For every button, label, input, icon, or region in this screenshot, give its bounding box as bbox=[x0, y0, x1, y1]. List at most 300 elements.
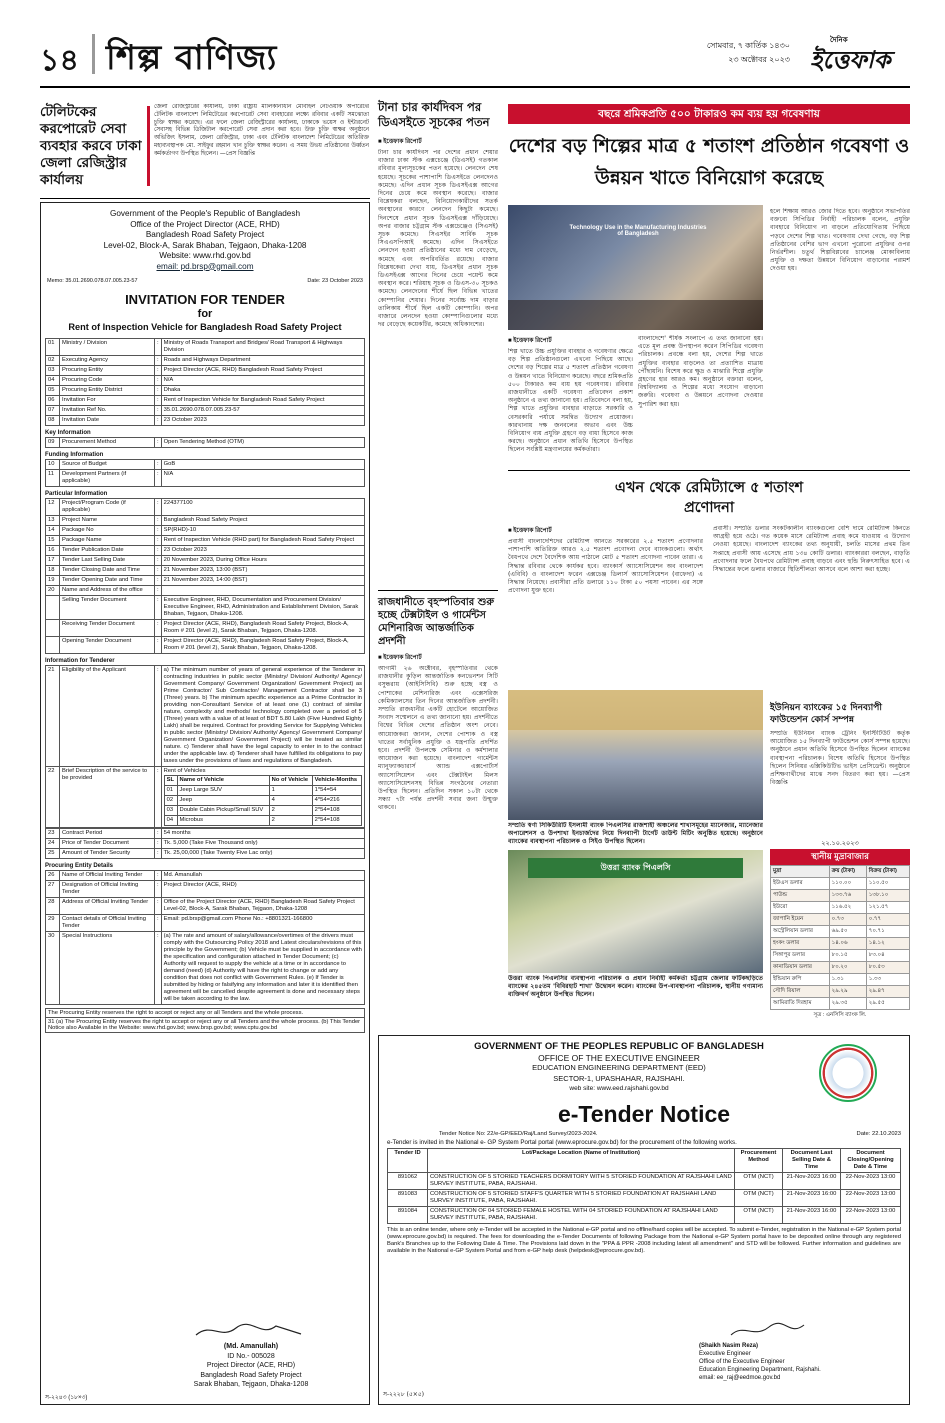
table-cell: : bbox=[155, 499, 162, 516]
table-cell: 16 bbox=[46, 546, 60, 556]
rates-header-cell: ক্রয় (টাকা) bbox=[829, 866, 866, 878]
table-cell: N/A bbox=[161, 470, 364, 487]
table-cell: : bbox=[155, 881, 162, 898]
table-cell: : bbox=[155, 576, 162, 586]
rates-cell: ১৩৮.১০ bbox=[866, 890, 909, 902]
notice-number: Tender Notice No: 22/e-GP/EED/Raj/Land Survey/2023-2024. bbox=[439, 1130, 598, 1137]
table-row bbox=[388, 1206, 901, 1223]
signature-scribble bbox=[191, 1320, 311, 1342]
story-body: টানা চার কার্যদিবস পর দেশের প্রধান শেয়ার বাজার ঢাকা স্টক এক্সচেঞ্জে (ডিএসই) গতকাল রবিবার মূল্যসূচকের পতন হয়েছে। লেনদেন শেষ হয়েছে। সূচকের পাশাপাশি ডিএসইতে লেনদেনও কমেছে। এদিন প্রধান সূচক ডিএসইএক্স আগের দিনের চেয়ে কমে অবস্থান করেছে। বাজার বিশ্লেষকরা বলছেন, বিনিয়োগকারীদের সতর্ক অবস্থানের কারণে লেনদেন কিছুটা কমেছে। দিনশেষে প্রধান সূচক ডিএসইএক্স দাঁড়িয়েছে। অপর বাজার চট্টগ্রাম স্টক এক্সচেঞ্জেও (সিএসই) সূচক কমেছে। সিএসইর সার্বিক সূচক সিএএসপিআই কমেছে। এদিন সিএসইতে লেনদেন হওয়া প্রতিষ্ঠানের মধ্যে দাম বেড়েছে, কমেছে এবং অপরিবর্তিত রয়েছে। বাজার বিশ্লেষকেরা দেখা যায়, ডিএসইর প্রধান সূচক ডিএসইএক্স আগের দিনের চেয়ে পয়েন্ট কমে অবস্থান করে। শরিয়াহ সূচক ও ডিএস-৩০ সূচকও কমেছে। লেনদেনের শীর্ষে ছিল বিভিন্ন খাতের কোম্পানির শেয়ার। দিনের সর্বোচ্চ দাম বাড়ার তালিকায় শীর্ষে ছিল একটি কোম্পানি। অপর বাজারে লেনদেন হওয়া কোম্পানিগুলোর মধ্যে দর বেড়েছে কয়েকটির, কমেছে অধিকাংশের। bbox=[378, 149, 498, 329]
table-row bbox=[46, 516, 365, 526]
story-union-bank bbox=[770, 702, 910, 840]
table-cell: 01 bbox=[46, 339, 60, 356]
signatory-title: Project Director (ACE, RHD) bbox=[206, 1362, 296, 1369]
story-body: সম্প্রতি ইউনিয়ন ব্যাংক ট্রেনিং ইনস্টিটিউট কর্তৃক আয়োজিত ১৫ দিনব্যাপী ফাউন্ডেশন কোর্স সম্পন্ন হয়েছে। অনুষ্ঠানে প্রধান অতিথি হিসেবে উপস্থিত ছিলেন ব্যাংকের ব্যবস্থাপনা পরিচালক। বিশেষ অতিথি হিসেবে উপস্থিত ছিলেন সিনিয়র এক্সিকিউটিভ ভাইস প্রেসিডেন্ট। অনুষ্ঠানে প্রশিক্ষণার্থীদের মাঝে সনদ বিতরণ করা হয়। —প্রেস বিজ্ঞপ্তি bbox=[770, 730, 910, 787]
notice-date: Date: 22.10.2023 bbox=[856, 1130, 901, 1137]
etender-table bbox=[387, 1148, 901, 1224]
section-heading: Procuring Entity Details bbox=[45, 863, 114, 869]
table-cell: Jeep Large SUV bbox=[177, 786, 269, 796]
eed-logo bbox=[819, 1044, 877, 1102]
table-cell: 2*54=108 bbox=[312, 816, 361, 826]
rates-cell: হংকং ডলার bbox=[771, 938, 830, 950]
table-cell: CONSTRUCTION OF 5 STORIED TEACHERS DORMITORY WITH 5 STORIED FOUNDATION AT RAJSHAHI LAND SURVEY INSTITUTE, PABA, RAJSHAHI. bbox=[428, 1172, 735, 1189]
table-cell: 01 bbox=[164, 786, 177, 796]
table-cell: Contact details of Official Inviting Tender bbox=[60, 915, 155, 932]
rates-cell: ৮০.৫৩ bbox=[866, 962, 909, 974]
rates-cell: ৮০.২০ bbox=[829, 962, 866, 974]
rates-cell: কানাডিয়ান ডলার bbox=[771, 962, 830, 974]
tender-table bbox=[45, 498, 365, 654]
table-cell: Source of Budget bbox=[60, 460, 155, 470]
table-cell: Tender Publication Date bbox=[60, 546, 155, 556]
table-cell: Contract Period bbox=[60, 829, 155, 839]
rates-cell: ১১৬.৫২ bbox=[829, 902, 866, 914]
table-row bbox=[46, 566, 365, 576]
table-cell: 21-Nov-2023 16:00 bbox=[783, 1189, 841, 1206]
table-cell: Name and Address of the office bbox=[60, 586, 155, 596]
table-cell: : bbox=[155, 470, 162, 487]
table-cell: N/A bbox=[161, 376, 364, 386]
table-cell: 22-Nov-2023 13:00 bbox=[841, 1172, 901, 1189]
table-row bbox=[46, 767, 365, 828]
table-row bbox=[46, 576, 365, 586]
table-header: Procurement Method bbox=[735, 1148, 783, 1172]
table-header: No of Vehicle bbox=[269, 776, 312, 786]
table-cell: 13 bbox=[46, 516, 60, 526]
table-row bbox=[46, 666, 365, 767]
table-cell: : bbox=[155, 849, 162, 859]
table-cell: Tk. 5,000 (Take Five Thousand only) bbox=[161, 839, 364, 849]
rates-cell: ০.৭৩ bbox=[829, 914, 866, 926]
dept-title: EDUCATION ENGINEERING DEPARTMENT (EED) bbox=[532, 1063, 706, 1072]
table-cell: : bbox=[155, 898, 162, 915]
section-heading: Particular Information bbox=[45, 491, 108, 497]
table-row bbox=[46, 556, 365, 566]
table-cell: Executing Agency bbox=[60, 356, 155, 366]
table-row bbox=[46, 586, 365, 596]
rates-source: সূত্র : এনসিসি ব্যাংক লি. bbox=[813, 1012, 867, 1018]
table-row bbox=[46, 536, 365, 546]
table-cell: 21 November 2023, 14:00 (BST) bbox=[161, 576, 364, 586]
rule bbox=[378, 590, 498, 591]
rates-row bbox=[771, 878, 910, 890]
story-headline: টানা চার কার্যদিবস পর ডিএসইতে সূচকের পতন bbox=[378, 100, 490, 129]
table-cell: Selling Tender Document bbox=[60, 596, 155, 620]
photo-caption-1: সম্প্রতি স্বর্ণা সিকিউরিটি ইসলামী ব্যাংক পিএলসির রাজশাহী অঞ্চলের শাখাসমূহের ম্যানেজার, ম্যানেজার অপারেশনস ও উপশাখা ইনচার্জদের নিয়ে দিনব্যাপী টার্গেট ডাউন্ট মিটিং অনুষ্ঠিত হয়েছে। অনুষ্ঠানে ব্যাংকের ব্যবস্থাপনা পরিচালক ও সিইও উপস্থিত ছিলেন। bbox=[508, 822, 763, 846]
rates-header-cell: বিক্রয় (টাকা) bbox=[866, 866, 909, 878]
table-cell: 2 bbox=[269, 816, 312, 826]
table-cell: : bbox=[155, 438, 162, 448]
table-row bbox=[46, 499, 365, 516]
footer-row-31: 31 (a) The Procuring Entity reserves the right to accept or reject any or all Tenders and the whole process. (b) This Tender Notice also Available in the Website: www.rhd.gov.bd; www.brsp.gov.bd; www.cptu.gov.bd bbox=[45, 1018, 365, 1033]
table-row bbox=[164, 796, 361, 806]
table-row bbox=[46, 386, 365, 396]
table-cell: Project Director (ACE, RHD) Bangladesh Road Safety Project bbox=[161, 366, 364, 376]
story-body: জেলা রেজিস্ট্রারের কার্যালয়, ঢাকা রাষ্ট্রীয় মালিকানাধীন মোবাইল নেটওয়ার্ক অপারেটর টেলিটক বাংলাদেশ লিমিটেডের করপোরেট সেবা ব্যবহারের লক্ষ্যে রবিবার একটি সমঝোতা চুক্তি স্বাক্ষর করেছে। এর ফলে জেলা রেজিস্ট্রারের কার্যালয়, ঢাকাকে ভয়েস ও ইন্টারনেট সেবাসহ বিভিন্ন ডিজিটাল করপোরেট সেবা প্রদান করা হবে। উক্ত চুক্তি স্বাক্ষর অনুষ্ঠানে অভিজিৎ ইসলাম, জেলা রেজিস্ট্রার, ঢাকা এবং টেলিটক বাংলাদেশ লিমিটেডের অতিরিক্ত মহাব্যবস্থাপক মো. সাইফুর রহমান খান চুক্তি স্বাক্ষর করেন। এ সময় উভয় প্রতিষ্ঠানের উর্ধ্বতন কর্মকর্তাগণ উপস্থিত ছিলেন। —প্রেস বিজ্ঞপ্তি bbox=[154, 104, 369, 157]
tender-table bbox=[45, 338, 365, 426]
tender-notice-eed bbox=[378, 1035, 910, 1405]
rates-cell: ৮০.১৫ bbox=[829, 950, 866, 962]
rates-cell: ৭০.৭১ bbox=[866, 926, 909, 938]
remittance-col-1 bbox=[508, 525, 703, 688]
table-cell: Bangladesh Road Safety Project bbox=[161, 516, 364, 526]
rates-row bbox=[771, 926, 910, 938]
table-cell: 28 bbox=[46, 898, 60, 915]
table-cell: Tender Last Selling Date bbox=[60, 556, 155, 566]
byline: ■ ইত্তেফাক রিপোর্ট bbox=[508, 338, 552, 344]
rates-cell: ইউরো bbox=[771, 902, 830, 914]
table-header: Document Closing/Opening Date & Time bbox=[841, 1148, 901, 1172]
table-row bbox=[46, 416, 365, 426]
table-cell: Amount of Tender Security bbox=[60, 849, 155, 859]
website: Website: www.rhd.gov.bd bbox=[159, 251, 251, 260]
table-row bbox=[46, 396, 365, 406]
table-cell: 22-Nov-2023 13:00 bbox=[841, 1189, 901, 1206]
table-cell: 35.01.2690.078.07.005.23-57 bbox=[161, 406, 364, 416]
table-cell: 17 bbox=[46, 556, 60, 566]
rates-cell: জাপানি ইয়েন bbox=[771, 914, 830, 926]
table-cell: : bbox=[155, 839, 162, 849]
table-header: Tender ID bbox=[388, 1148, 428, 1172]
table-cell: 06 bbox=[46, 396, 60, 406]
table-header: Name of Vehicle bbox=[177, 776, 269, 786]
table-cell: : bbox=[155, 637, 162, 654]
table-cell: : bbox=[155, 366, 162, 376]
table-cell: Office of the Project Director (ACE, RHD) Bangladesh Road Safety Project Level-02, Block-A, Sarak Bhaban, Tejgaon, Dhaka-1208 bbox=[161, 898, 364, 915]
rates-cell: সৌদি রিয়াল bbox=[771, 986, 830, 998]
table-cell: Email: pd.brsp@gmail.com Phone No.: +8801321-166800 bbox=[161, 915, 364, 932]
office-address: Level-02, Block-A, Sarak Bhaban, Tejgaon, Dhaka-1208 bbox=[103, 240, 307, 250]
table-cell: 4*54=216 bbox=[312, 796, 361, 806]
table-cell: 07 bbox=[46, 406, 60, 416]
table-cell: Tk. 25,00,000 (Take Twenty Five Lac only) bbox=[161, 849, 364, 859]
footer-text: This is an online tender, where only e-Tender will be accepted in the National e-GP portal and no offline/hard copies will be accepted. To submit e-Tender, registration in the National e-GP System portal (www.eprocure.gov.bd) is required. The fees for downloading the e-Tender Documents of following Package from the National e-GP System portal have to be deposited online through any registered Bank's Branches up to the Following Date & Time. The Provisions laid down in the "PPA & PPR -2008 including latest all amendment" and STD will be followed. Further information and guidelines are available in the National e-GP System Portal and from e-GP help desk (helpdesk@eprocure.gov.bd). bbox=[387, 1226, 901, 1255]
signatory-dept: Education Engineering Department, Rajshahi. bbox=[699, 1367, 821, 1373]
rates-header-cell: মুদ্রা bbox=[771, 866, 830, 878]
tender-table-area bbox=[41, 338, 369, 1033]
table-row bbox=[164, 786, 361, 796]
table-cell: 891083 bbox=[388, 1189, 428, 1206]
byline: ■ ইত্তেফাক রিপোর্ট bbox=[378, 655, 422, 661]
table-row bbox=[388, 1189, 901, 1206]
signatory-name: (Md. Amanullah) bbox=[223, 1343, 279, 1350]
table-cell: Open Tendering Method (OTM) bbox=[161, 438, 364, 448]
rates-table bbox=[770, 865, 910, 1010]
table-cell: 22-Nov-2023 13:00 bbox=[841, 1206, 901, 1223]
table-cell: Eligibility of the Applicant bbox=[60, 666, 155, 767]
story-body: শিল্প খাতে উচ্চ প্রযুক্তির ব্যবহার ও গবেষণার ক্ষেত্রে বড় শিল্প প্রতিষ্ঠানগুলো এখনো পিছিয়ে আছে। দেশের বড় শিল্পের মাত্র ৫ শতাংশ প্রতিষ্ঠান গবেষণা ও উন্নয়ন খাতে বিনিয়োগ করেছে। বছরে শ্রমিকপ্রতি ৫০০ টাকারও কম ব্যয় হয় গবেষণায়। রবিবার রাজধানীতে একটি গবেষণা প্রতিবেদন প্রকাশ অনুষ্ঠানে এ তথ্য জানানো হয়। প্রতিবেদনে বলা হয়, শিল্প খাতে প্রযুক্তির ব্যবহার বাড়াতে সরকারি ও বেসরকারি পর্যায়ে সমন্বিত উদ্যোগ প্রয়োজন। কারখানায় দক্ষ জনবলের অভাব এবং উচ্চ বিনিয়োগ ব্যয় প্রযুক্তি গ্রহণে বড় বাধা হিসেবে কাজ করছে। অনুষ্ঠানে প্রধান অতিথি হিসেবে উপস্থিত ছিলেন সংশ্লিষ্ট মন্ত্রণালয়ের কর্মকর্তারা। bbox=[508, 348, 633, 454]
table-cell: 891062 bbox=[388, 1172, 428, 1189]
table-cell: 14 bbox=[46, 526, 60, 536]
rates-header bbox=[771, 866, 910, 878]
table-cell: 04 bbox=[164, 816, 177, 826]
table-row bbox=[46, 898, 365, 915]
table-cell: CONSTRUCTION OF 5 STORIED STAFF'S QUARTER WITH 5 STORIED FOUNDATION AT RAJSHAHI LAND SURVEY INSTITUTE, PABA, RAJSHAHI. bbox=[428, 1189, 735, 1206]
sector-address: SECTOR-1, UPASHAHAR, RAJSHAHI. bbox=[553, 1073, 685, 1083]
office-title: OFFICE OF THE EXECUTIVE ENGINEER bbox=[538, 1052, 700, 1063]
table-cell: 30 bbox=[46, 932, 60, 1005]
rates-row bbox=[771, 914, 910, 926]
table-cell: 10 bbox=[46, 460, 60, 470]
table-cell: 12 bbox=[46, 499, 60, 516]
rates-row bbox=[771, 938, 910, 950]
rates-row bbox=[771, 998, 910, 1010]
rates-cell: ১২১.৫৭ bbox=[866, 902, 909, 914]
table-cell: 22 bbox=[46, 767, 60, 828]
table-cell: Md. Amanullah bbox=[161, 871, 364, 881]
story-headline: রাজধানীতে বৃহস্পতিবার শুরু হচ্ছে টেক্সটাইল ও গার্মেন্টস মেশিনারিজ আন্তর্জাতিক প্রদর্শনী bbox=[378, 597, 495, 647]
table-cell: Address of Official Inviting Tender bbox=[60, 898, 155, 915]
story-body: প্রবাসী বাংলাদেশিদের রেমিট্যান্স আনতে সরকারের ২.৫ শতাংশ প্রণোদনার পাশাপাশি অতিরিক্ত আরও ২.৫ শতাংশ প্রণোদনা দেবে ব্যাংকগুলো। অর্থাৎ বৈধপথে দেশে বৈদেশিক আয় পাঠালে মোট ৫ শতাংশ প্রণোদনা পাবেন তারা। এ সিদ্ধান্ত রবিবার থেকে কার্যকর হবে। ব্যাংকার্স অ্যাসোসিয়েশন অব বাংলাদেশ (এবিবি) ও বাংলাদেশ ফরেন এক্সচেঞ্জ ডিলার্স অ্যাসোসিয়েশন (বাফেদা) এ সিদ্ধান্ত নিয়েছে। প্রবাসীরা প্রতি ডলারে ১১০ টাকা ৫০ পয়সা পাবেন। এর সঙ্গে প্রণোদনা যুক্ত হবে। bbox=[508, 538, 703, 595]
table-cell: : bbox=[155, 871, 162, 881]
table-cell: Executive Engineer, RHD, Documentation and Procurement Division/ Executive Engineer, RHD, Administration and Establishment Division, Sarak Bhaban, Tejgaon, Dhaka-1208. bbox=[161, 596, 364, 620]
rates-cell: ইউএস ডলার bbox=[771, 878, 830, 890]
table-cell: : bbox=[155, 767, 162, 828]
rule bbox=[40, 198, 370, 199]
table-row bbox=[388, 1172, 901, 1189]
photo-caption-2: উত্তরা ব্যাংক পিএলসির ব্যবস্থাপনা পরিচালক ও প্রধান নির্বাহী কর্মকর্তা চট্টগ্রাম জেলার ফটিকছড়িতে ব্যাংকের ২৪৫তম 'বিবিরহাট শাখা' উদ্বোধন করেন। ব্যাংকের উপ-ব্যবস্থাপনা পরিচালক, স্থানীয় গণ্যমান্য ব্যক্তিবর্গ অনুষ্ঠানে উপস্থিত ছিলেন। bbox=[508, 975, 763, 999]
table-cell: Invitation For bbox=[60, 396, 155, 406]
rates-cell: ১.৩৩ bbox=[866, 974, 909, 986]
office-title: Office of the Project Director (ACE, RHD) bbox=[130, 219, 280, 229]
table-row bbox=[46, 376, 365, 386]
table-row bbox=[164, 816, 361, 826]
table-row bbox=[46, 849, 365, 859]
table-cell: Project Director (ACE, RHD) bbox=[161, 881, 364, 898]
signatory-office: Office of the Executive Engineer bbox=[699, 1359, 785, 1365]
story-headline: টেলিটকের করপোরেট সেবা ব্যবহার করবে ঢাকা জেলা রেজিস্ট্রার কার্যালয় bbox=[40, 104, 142, 188]
table-row bbox=[46, 871, 365, 881]
rates-cell: ২৯.২৯ bbox=[829, 986, 866, 998]
intro-text: e-Tender is invited in the National e- GP System Portal portal (www.eprocure.gov.bd) for the procurement of the following works. bbox=[387, 1138, 737, 1146]
table-row bbox=[46, 366, 365, 376]
website: web site: www.eed.rajshahi.gov.bd bbox=[569, 1085, 669, 1092]
table-cell: SP(RHD)-10 bbox=[161, 526, 364, 536]
table-cell: 02 bbox=[164, 796, 177, 806]
tender-table bbox=[45, 459, 365, 487]
signatory-project: Bangladesh Road Safety Project bbox=[200, 1371, 302, 1379]
table-row bbox=[164, 776, 361, 786]
tender-title: INVITATION FOR TENDER bbox=[125, 292, 285, 307]
table-row bbox=[46, 637, 365, 654]
signatory-name: (Shaikh Nasim Reza) bbox=[699, 1343, 759, 1349]
photo-banner-text: Technology Use in the Manufacturing Industries of Bangladesh bbox=[569, 225, 707, 237]
rates-row bbox=[771, 962, 910, 974]
tender-subtitle: Rent of Inspection Vehicle for Bangladesh Road Safety Project bbox=[68, 322, 342, 332]
table-header-row bbox=[388, 1148, 901, 1172]
table-cell: : bbox=[155, 566, 162, 576]
vehicles-title: Rent of Vehicles bbox=[163, 768, 206, 774]
table-cell: 23 October 2023 bbox=[161, 416, 364, 426]
table-cell: 24 bbox=[46, 839, 60, 849]
lead-kicker: বছরে শ্রমিকপ্রতি ৫০০ টাকারও কম ব্যয় হয় গবেষণায় bbox=[508, 104, 910, 124]
lead-column-3: হলে শিক্ষায় আরও জোর দিতে হবে। অনুষ্ঠানে সভাপতির বক্তব্যে সিপিডির নির্বাহী পরিচালক বলেন, প্রযুক্তি ব্যবহারে বিনিয়োগ না বাড়লে প্রতিযোগিতায় পিছিয়ে পড়বে দেশের শিল্প খাত। গবেষণায় দেখা গেছে, বড় শিল্প প্রতিষ্ঠানের বেশির ভাগ এখনো পুরোনো প্রযুক্তির ওপর নির্ভরশীল। চতুর্থ শিল্পবিপ্লবের চ্যালেঞ্জ মোকাবিলায় প্রযুক্তি ও দক্ষতা উন্নয়নে বিনিয়োগ বাড়ানোর পরামর্শ দেওয়া হয়। bbox=[770, 208, 910, 273]
rates-cell: পাউন্ড bbox=[771, 890, 830, 902]
section-heading: Information for Tenderer bbox=[45, 658, 115, 664]
table-cell: Tender Opening Date and Time bbox=[60, 576, 155, 586]
rates-cell: ৮৩.০৪ bbox=[866, 950, 909, 962]
table-header: SL bbox=[164, 776, 177, 786]
table-row bbox=[46, 406, 365, 416]
table-cell: 2 bbox=[269, 806, 312, 816]
rates-cell: ২৯.৫৫ bbox=[866, 998, 909, 1010]
table-cell: a) The minimum number of years of general experience of the Tenderer in contracting industries in public sector (Ministry/ Division/ Authority/ Agency/ Government Company/ Government Organization/ Government Project) as Prime Contractor/ Sub Contractor/ Management Contractor shall be 3 (Three) years. b) The minimum specific experience as a Prime Contractor in providing non-Consultant Service of at least one (1) contract of similar nature, complexity and methods/ technology completed over a period of 5 (Three) years with a value of at least of BDT 5.80 Lakh (Five Hundred Eighty Lakh) shall be required. Contract for providing Service for Supplying Vehicles in public sector (Ministry/ Division/ Authority/ Agency/ Government Company/ Government Organization/ Government Project) will be treated as similar nature. c) Tenderer shall have the legal capacity to enter in to the contract under the applicable law. d) Tenderer shall have fulfilled its obligations to pay taxes under the provisions of laws and regulations of Bangladesh. bbox=[161, 666, 364, 767]
table-row bbox=[46, 596, 365, 620]
table-cell: Ministry / Division bbox=[60, 339, 155, 356]
table-cell: Package No bbox=[60, 526, 155, 536]
rates-cell: আমিরাতি দিরহাম bbox=[771, 998, 830, 1010]
story-teletalk bbox=[40, 100, 370, 195]
table-cell: OTM (NCT) bbox=[735, 1172, 783, 1189]
signatory-email: email: ee_raj@eedmoe.gov.bd bbox=[699, 1375, 781, 1381]
table-header: Document Last Selling Date & Time bbox=[783, 1148, 841, 1172]
table-cell: OTM (NCT) bbox=[735, 1206, 783, 1223]
table-cell: 2*54=108 bbox=[312, 806, 361, 816]
table-cell: 04 bbox=[46, 376, 60, 386]
table-cell: (a) The rate and amount of salary/allowance/overtimes of the drivers must comply with the Outsourcing Policy 2018 and Latest circulars/revisions of this principle by the Government; (b) Vehicle must be supplied in accordance with the specification and configuration attached in Tender Document; (c) Authority will request to supply the vehicle at a time or in accordance to demand (need) (d) Authority will have the right to change or add any condition that does not conflict with Government Rules. (e) If Tender is submitted by hiding or falsifying any information and later it is identified then agreement will be cancelled despite agreement is done and necessary steps will be taken according to the law. bbox=[161, 932, 364, 1005]
signatory-id: ID No.- 005028 bbox=[227, 1352, 275, 1360]
table-cell: 25 bbox=[46, 849, 60, 859]
table-cell: 18 bbox=[46, 566, 60, 576]
paper-logo: দৈনিক ইত্তেফাক bbox=[810, 37, 891, 74]
table-cell: 29 bbox=[46, 915, 60, 932]
table-cell: : bbox=[155, 829, 162, 839]
table-cell: 1 bbox=[269, 786, 312, 796]
rates-title: স্থানীয় মুদ্রাবাজার bbox=[770, 849, 910, 865]
signatory-title: Executive Engineer bbox=[699, 1351, 751, 1357]
table-cell: 54 months bbox=[161, 829, 364, 839]
table-cell: : bbox=[155, 386, 162, 396]
rates-cell: অস্ট্রেলিয়ান ডলার bbox=[771, 926, 830, 938]
rates-cell: ২৯.৪৭ bbox=[866, 986, 909, 998]
table-cell: 03 bbox=[164, 806, 177, 816]
table-cell: Procuring Entity District bbox=[60, 386, 155, 396]
rates-row bbox=[771, 890, 910, 902]
table-header: Lot/Package Location (Name of Institution) bbox=[428, 1148, 735, 1172]
table-cell: : bbox=[155, 406, 162, 416]
table-cell: 02 bbox=[46, 356, 60, 366]
rates-row bbox=[771, 974, 910, 986]
table-cell bbox=[46, 637, 60, 654]
signatory-address: Sarak Bhaban, Tejgaon, Dhaka-1208 bbox=[193, 1381, 309, 1388]
table-cell: 4 bbox=[269, 796, 312, 806]
rates-date: ২২.১০.২০২৩ bbox=[821, 840, 859, 847]
memo-number: Memo: 35.01.2690.078.07.005.23-57 bbox=[47, 278, 138, 284]
byline: ■ ইত্তেফাক রিপোর্ট bbox=[378, 139, 422, 145]
table-cell: Rent of Inspection Vehicle (RHD part) for Bangladesh Road Safety Project bbox=[161, 536, 364, 546]
table-cell: 21-Nov-2023 16:00 bbox=[783, 1172, 841, 1189]
masthead-divider bbox=[92, 34, 95, 74]
table-cell: 11 bbox=[46, 470, 60, 487]
table-cell: Jeep bbox=[177, 796, 269, 806]
table-cell: : bbox=[155, 376, 162, 386]
ad-code: স-২২২৮ (৫×৫) bbox=[383, 1391, 424, 1398]
tender-table bbox=[45, 437, 365, 448]
masthead-rule bbox=[40, 86, 910, 88]
table-cell: Double Cabin Pickup/Small SUV bbox=[177, 806, 269, 816]
lead-column-1 bbox=[508, 335, 633, 468]
rates-cell: ১৪.১২ bbox=[866, 938, 909, 950]
table-row bbox=[46, 620, 365, 637]
table-cell: Project Name bbox=[60, 516, 155, 526]
table-cell: Procuring Code bbox=[60, 376, 155, 386]
table-cell: : bbox=[155, 526, 162, 536]
table-row bbox=[46, 438, 365, 448]
table-cell: Roads and Highways Department bbox=[161, 356, 364, 366]
gov-title: GOVERNMENT OF THE PEOPLES REPUBLIC OF BANGLADESH bbox=[474, 1041, 764, 1052]
table-row bbox=[46, 839, 365, 849]
tender-for: for bbox=[197, 308, 213, 320]
byline: ■ ইত্তেফাক রিপোর্ট bbox=[508, 528, 552, 534]
table-cell: : bbox=[155, 339, 162, 356]
table-cell: Tender Closing Date and Time bbox=[60, 566, 155, 576]
table-cell: 891084 bbox=[388, 1206, 428, 1223]
photo-uttara-bank bbox=[508, 850, 763, 973]
table-cell: Development Partners (if applicable) bbox=[60, 470, 155, 487]
table-cell: OTM (NCT) bbox=[735, 1189, 783, 1206]
vehicles-table bbox=[164, 775, 362, 826]
rates-row bbox=[771, 986, 910, 998]
eligibility-table bbox=[45, 665, 365, 828]
table-cell: 19 bbox=[46, 576, 60, 586]
rates-row bbox=[771, 950, 910, 962]
table-cell: Rent of Inspection Vehicle for Bangladesh Road Safety Project bbox=[161, 396, 364, 406]
remittance-headline: এখন থেকে রেমিট্যান্সে ৫ শতাংশ প্রণোদনা bbox=[614, 480, 804, 516]
table-cell: 20 November 2023, During Office Hours bbox=[161, 556, 364, 566]
table-cell: : bbox=[155, 460, 162, 470]
project-title: Bangladesh Road Safety Project bbox=[145, 230, 265, 239]
table-cell: 27 bbox=[46, 881, 60, 898]
story-dse bbox=[378, 100, 498, 585]
rates-cell: ০.৭৭ bbox=[866, 914, 909, 926]
lead-column-2: বাংলাদেশে' শীর্ষক সংলাপে এ তথ্য জানানো হয়। এতে মূল প্রবন্ধ উপস্থাপন করেন সিপিডির গবেষণা পরিচালক। প্রবন্ধে বলা হয়, দেশের শিল্প খাতে প্রযুক্তির ব্যবহার বাড়লেও তা প্রত্যাশিত মাত্রায় পৌঁছায়নি। বিশেষ করে ক্ষুদ্র ও মাঝারি শিল্পে প্রযুক্তি গ্রহণের হার আরও কম। অনুষ্ঠানে বক্তারা বলেন, বিশ্ববিদ্যালয় ও শিল্পের মধ্যে সংযোগ বাড়ানো জরুরি। গবেষণা ও উন্নয়নে প্রণোদনা দেওয়ার সুপারিশ করা হয়। bbox=[638, 335, 763, 408]
table-cell: 20 bbox=[46, 586, 60, 596]
table-row bbox=[46, 881, 365, 898]
table-cell: Project Director (ACE, RHD), Bangladesh Road Safety Project, Block-A, Room # 201 (level 2), Sarak Bhaban, Tejgaon, Dhaka-1208. bbox=[161, 620, 364, 637]
table-cell: Receiving Tender Document bbox=[60, 620, 155, 637]
table-cell bbox=[46, 596, 60, 620]
email: email: pd.brsp@gmail.com bbox=[156, 261, 254, 271]
table-cell: CONSTRUCTION OF 04 STORIED FEMALE HOSTEL WITH 04 STORIED FOUNDATION AT RAJSHAHI LAND SURVEY INSTITUTE, PABA, RAJSHAHI. bbox=[428, 1206, 735, 1223]
table-cell: Name of Official Inviting Tender bbox=[60, 871, 155, 881]
tender-table bbox=[45, 828, 365, 859]
date-english: ২৩ অক্টোবর ২০২৩ bbox=[728, 55, 790, 64]
rates-cell: ৬৯.৫০ bbox=[829, 926, 866, 938]
table-cell: Procurement Method bbox=[60, 438, 155, 448]
table-cell: 15 bbox=[46, 536, 60, 546]
table-cell bbox=[46, 620, 60, 637]
table-cell: 23 bbox=[46, 829, 60, 839]
table-cell: : bbox=[155, 556, 162, 566]
rates-cell: ১১০.৫০ bbox=[866, 878, 909, 890]
section-heading: Key Information bbox=[45, 430, 91, 436]
ad-code: স-২২৪৩ (১৮×৩) bbox=[45, 1395, 88, 1401]
gov-title: Government of the People's Republic of Bangladesh bbox=[110, 209, 300, 218]
table-cell: : bbox=[155, 516, 162, 526]
table-cell: Project/Program Code (if applicable) bbox=[60, 499, 155, 516]
table-cell: 05 bbox=[46, 386, 60, 396]
photo-islami-bank bbox=[508, 690, 763, 820]
memo-date: Date: 23 October 2023 bbox=[307, 278, 363, 284]
rates-cell: ১৩৩.৭৬ bbox=[829, 890, 866, 902]
rates-row bbox=[771, 902, 910, 914]
table-cell: 08 bbox=[46, 416, 60, 426]
table-cell: Project Director (ACE, RHD), Bangladesh Road Safety Project, Block-A, Room # 201 (level 2), Sarak Bhaban, Tejgaon, Dhaka-1208. bbox=[161, 637, 364, 654]
table-row bbox=[46, 339, 365, 356]
page-number: ১৪ bbox=[40, 43, 79, 78]
lead-photo bbox=[508, 205, 763, 330]
eed-signature bbox=[699, 1321, 899, 1382]
